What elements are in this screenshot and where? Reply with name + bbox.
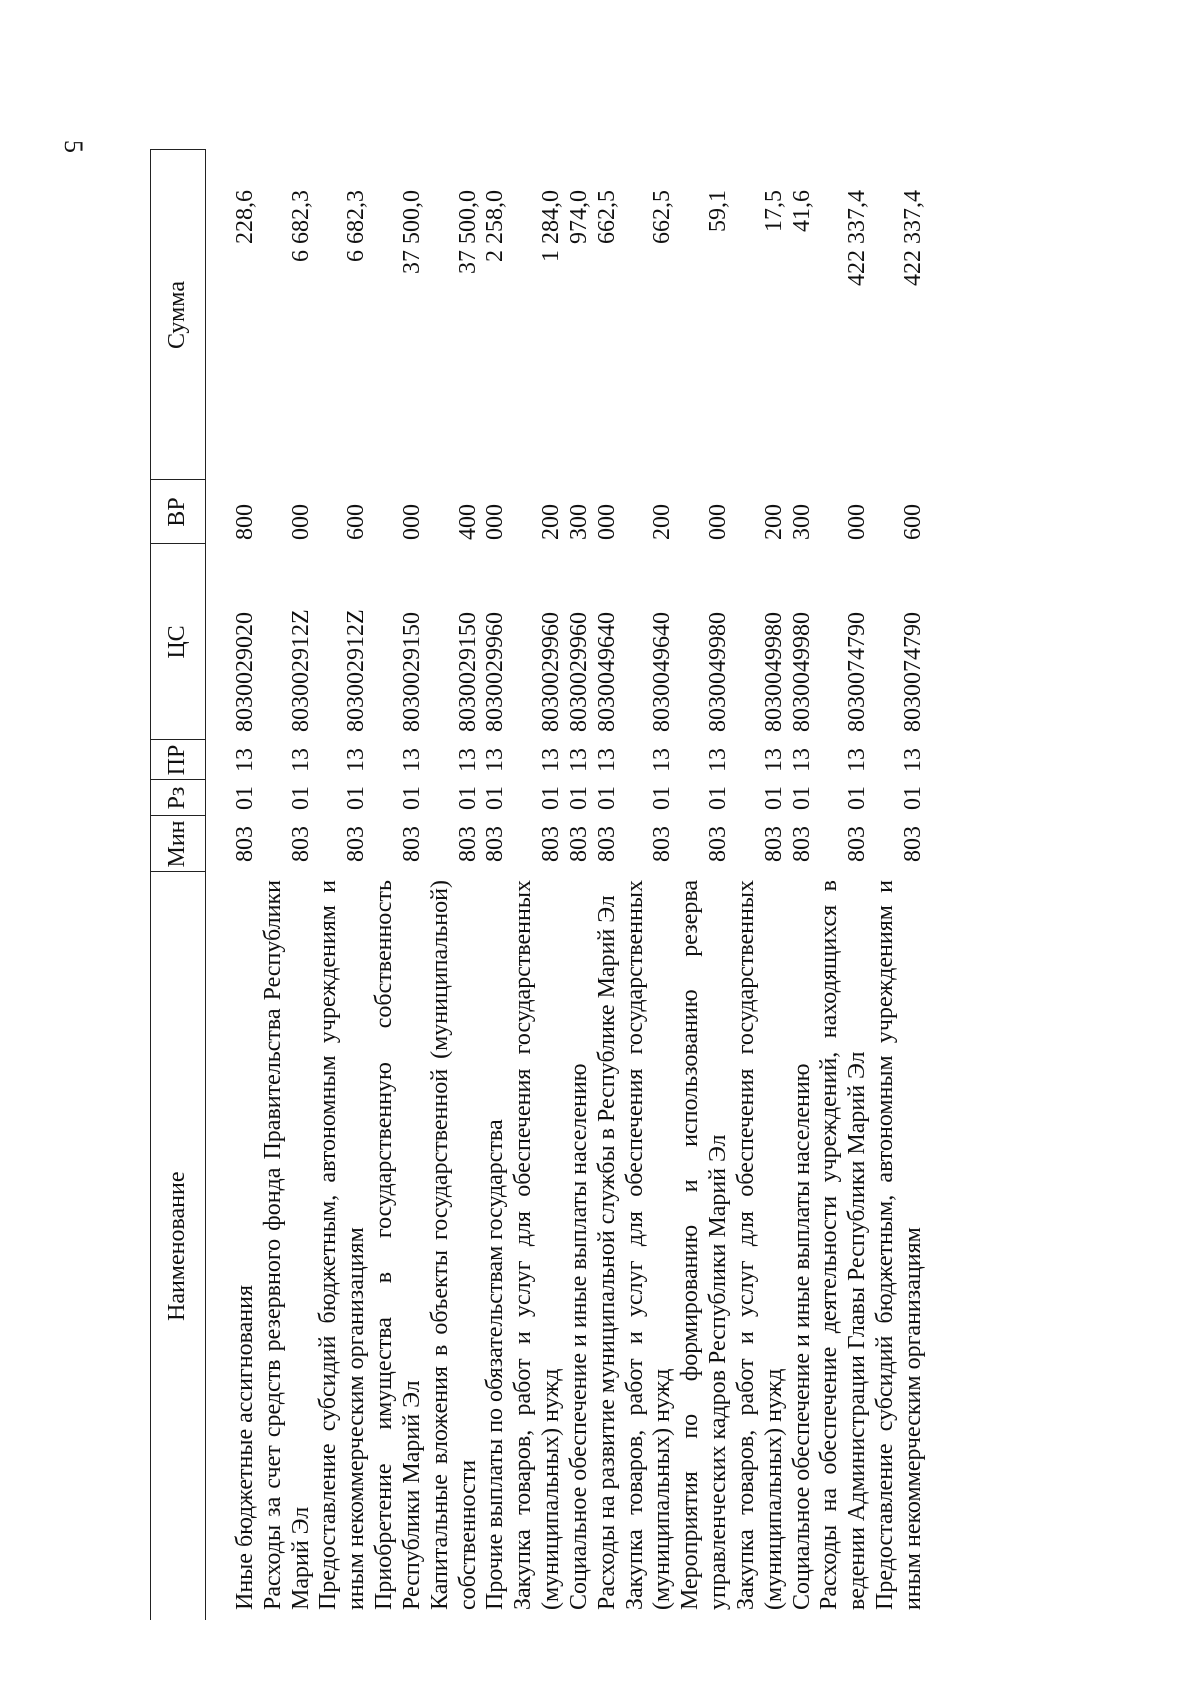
- row-rz: 01: [649, 786, 676, 810]
- row-sum: 422 337,4: [899, 190, 926, 286]
- row-name: Расходы на обеспечение деятельности учреждений, находящихся в ведении Администрации Главы Республики Марий Эл: [816, 880, 871, 1610]
- row-sum: 6 682,3: [287, 190, 314, 262]
- row-vr: 300: [788, 504, 815, 540]
- row-vr: 000: [482, 504, 509, 540]
- row-vr: 000: [844, 504, 871, 540]
- row-name: Расходы на развитие муниципальной службы в Республике Марий Эл: [593, 895, 620, 1610]
- row-rz: 01: [899, 786, 926, 810]
- row-min: 803: [788, 826, 815, 862]
- row-cs: 8030074790: [844, 612, 871, 732]
- row-min: 803: [538, 826, 565, 862]
- table-row: [371, 150, 427, 1620]
- row-sum: 6 682,3: [343, 190, 370, 262]
- row-sum: 41,6: [788, 190, 815, 232]
- table-row: [622, 150, 678, 1620]
- row-rz: 01: [705, 786, 732, 810]
- row-pr: 13: [593, 748, 620, 772]
- row-cs: 8030074790: [899, 612, 926, 732]
- row-sum: 1 284,0: [538, 190, 565, 262]
- row-min: 803: [287, 826, 314, 862]
- row-pr: 13: [565, 748, 592, 772]
- row-cs: 8030029020: [232, 612, 258, 732]
- table-row: [733, 150, 789, 1620]
- row-pr: 13: [538, 748, 565, 772]
- row-vr: 600: [343, 504, 370, 540]
- table-row: [566, 150, 594, 1620]
- table-row: [789, 150, 817, 1620]
- row-rz: 01: [398, 786, 425, 810]
- row-sum: 37 500,0: [454, 190, 481, 274]
- row-rz: 01: [593, 786, 620, 810]
- header-vr: ВР: [151, 480, 206, 544]
- table-row: [677, 150, 733, 1620]
- row-pr: 13: [343, 748, 370, 772]
- row-name: Капитальные вложения в объекты государственной (муниципальной) собственности: [426, 880, 481, 1610]
- row-vr: 200: [649, 504, 676, 540]
- row-cs: 803002912Z: [287, 609, 314, 732]
- table-row: [510, 150, 566, 1620]
- row-pr: 13: [844, 748, 871, 772]
- row-name: Закупка товаров, работ и услуг для обеспечения государственных (муниципальных) нужд: [510, 880, 565, 1610]
- row-pr: 13: [232, 748, 258, 772]
- row-pr: 13: [482, 748, 509, 772]
- row-min: 803: [760, 826, 787, 862]
- row-pr: 13: [454, 748, 481, 772]
- row-rz: 01: [232, 786, 258, 810]
- row-pr: 13: [760, 748, 787, 772]
- row-vr: 600: [899, 504, 926, 540]
- row-cs: 8030029960: [538, 612, 565, 732]
- table-row: [427, 150, 483, 1620]
- row-pr: 13: [398, 748, 425, 772]
- row-rz: 01: [844, 786, 871, 810]
- header-rz: Рз: [151, 780, 206, 816]
- header-pr: ПР: [151, 740, 206, 780]
- row-name: Прочие выплаты по обязательствам государства: [482, 1119, 509, 1610]
- row-rz: 01: [760, 786, 787, 810]
- row-cs: 8030029150: [398, 612, 425, 732]
- row-min: 803: [565, 826, 592, 862]
- rotated-table-wrapper: [150, 150, 1030, 1620]
- table-row: [315, 150, 371, 1620]
- row-vr: 300: [565, 504, 592, 540]
- row-sum: 228,6: [232, 190, 258, 244]
- budget-table: [150, 150, 928, 1621]
- row-rz: 01: [565, 786, 592, 810]
- row-cs: 8030049980: [705, 612, 732, 732]
- row-cs: 8030029150: [454, 612, 481, 732]
- header-min: Мин: [151, 816, 206, 872]
- table-row: [260, 150, 316, 1620]
- row-min: 803: [343, 826, 370, 862]
- row-rz: 01: [454, 786, 481, 810]
- page-number: 5: [59, 140, 88, 153]
- row-pr: 13: [705, 748, 732, 772]
- row-sum: 17,5: [760, 190, 787, 232]
- row-cs: 803002912Z: [343, 609, 370, 732]
- row-rz: 01: [287, 786, 314, 810]
- row-pr: 13: [287, 748, 314, 772]
- row-min: 803: [899, 826, 926, 862]
- row-vr: 000: [287, 504, 314, 540]
- row-sum: 422 337,4: [844, 190, 871, 286]
- row-name: Иные бюджетные ассигнования: [232, 1285, 258, 1610]
- row-cs: 8030049640: [649, 612, 676, 732]
- table-row: [482, 150, 510, 1620]
- row-name: Предоставление субсидий бюджетным, автономным учреждениям и иным некоммерческим организациям: [872, 880, 926, 1610]
- row-sum: 662,5: [649, 190, 676, 244]
- row-vr: 400: [454, 504, 481, 540]
- row-vr: 200: [760, 504, 787, 540]
- row-cs: 8030029960: [565, 612, 592, 732]
- header-sum: Сумма: [151, 150, 206, 480]
- header-name: Наименование: [151, 872, 206, 1620]
- row-pr: 13: [649, 748, 676, 772]
- row-min: 803: [593, 826, 620, 862]
- row-rz: 01: [482, 786, 509, 810]
- row-sum: 974,0: [565, 190, 592, 244]
- table-row: [872, 150, 928, 1620]
- row-min: 803: [454, 826, 481, 862]
- table-header-row: [151, 150, 206, 1620]
- row-name: Предоставление субсидий бюджетным, автономным учреждениям и иным некоммерческим организациям: [315, 880, 370, 1610]
- row-name: Приобретение имущества в государственную собственность Республики Марий Эл: [371, 880, 425, 1610]
- row-vr: 000: [593, 504, 620, 540]
- row-min: 803: [705, 826, 732, 862]
- row-sum: 662,5: [593, 190, 620, 244]
- row-sum: 2 258,0: [482, 190, 509, 262]
- row-sum: 59,1: [705, 190, 732, 232]
- row-rz: 01: [538, 786, 565, 810]
- row-cs: 8030049980: [760, 612, 787, 732]
- row-pr: 13: [788, 748, 815, 772]
- row-vr: 200: [538, 504, 565, 540]
- table-row: [816, 150, 872, 1620]
- row-pr: 13: [899, 748, 926, 772]
- row-min: 803: [232, 826, 258, 862]
- row-min: 803: [844, 826, 871, 862]
- row-vr: 000: [705, 504, 732, 540]
- row-cs: 8030049640: [593, 612, 620, 732]
- row-name: Мероприятия по формированию и использованию резерва управленческих кадров Республики Марий Эл: [677, 880, 732, 1610]
- row-min: 803: [482, 826, 509, 862]
- row-vr: 800: [232, 504, 258, 540]
- row-name: Расходы за счет средств резервного фонда Правительства Республики Марий Эл: [259, 880, 314, 1610]
- row-name: Закупка товаров, работ и услуг для обеспечения государственных (муниципальных) нужд: [621, 880, 676, 1610]
- row-cs: 8030029960: [482, 612, 509, 732]
- row-cs: 8030049980: [788, 612, 815, 732]
- row-min: 803: [649, 826, 676, 862]
- header-cs: ЦС: [151, 544, 206, 740]
- row-name: Социальное обеспечение и иные выплаты населению: [788, 1063, 815, 1610]
- row-rz: 01: [788, 786, 815, 810]
- row-vr: 000: [398, 504, 425, 540]
- table-row: [594, 150, 622, 1620]
- row-rz: 01: [343, 786, 370, 810]
- row-sum: 37 500,0: [398, 190, 425, 274]
- table-row: [206, 150, 260, 1620]
- row-min: 803: [398, 826, 425, 862]
- row-name: Социальное обеспечение и иные выплаты населению: [565, 1063, 592, 1610]
- row-name: Закупка товаров, работ и услуг для обеспечения государственных (муниципальных) нужд: [732, 880, 787, 1610]
